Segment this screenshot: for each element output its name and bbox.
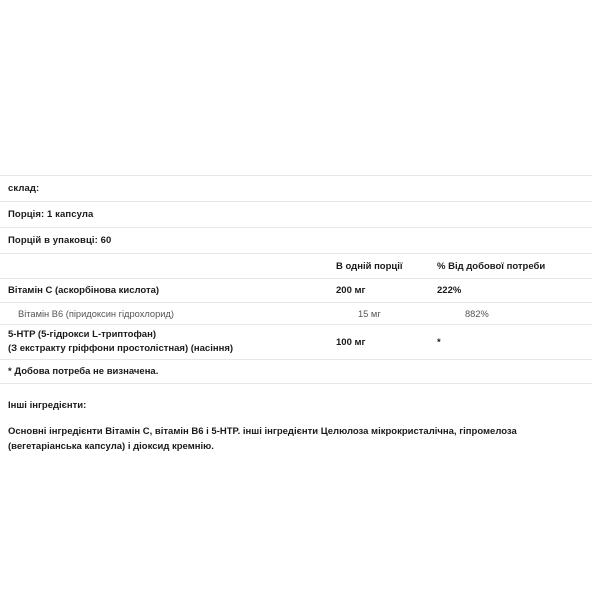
nutrient-name-5-htp [8,328,336,356]
nutrient-amount-vitamin-b6: 15 мг [358,308,381,319]
nutrient-dv-5-htp: * [437,336,441,348]
nutrient-name-5-htp-line1: 5-HTP (5-гідрокси L-триптофан) [8,329,156,341]
panel-title-label: склад: [8,183,40,194]
nutrient-dv-vitamin-b6: 882% [465,308,489,319]
column-header-daily-value: % Від добової потреби [437,260,546,272]
table-row [0,325,592,359]
daily-value-footnote-label: * Добова потреба не визначена. [8,366,159,377]
serving-size-label: Порція: 1 капсула [8,209,94,220]
table-row [0,303,592,324]
other-ingredients-heading: Інші інгредієнти: [8,400,87,411]
daily-value-footnote [0,360,592,383]
nutrient-name-5-htp-line2: (З екстракту гріффони простолістная) (насіння) [8,343,234,354]
panel-title [0,176,592,201]
other-ingredients-text: Основні інгредієнти Вітамін C, вітамін B6 і 5-HTP. інші інгредієнти Целюлоза мікрокристалічна, гіпромелоза (вегетаріанська капсула) і діоксид кремнію. [8,426,517,452]
nutrient-amount-5-htp: 100 мг [336,336,366,348]
serving-size-row [0,202,592,227]
nutrient-name-vitamin-c: Вітамін C (аскорбінова кислота) [8,285,160,296]
table-row [0,279,592,302]
servings-per-container-row [0,228,592,253]
table-header-row [0,254,592,278]
supplement-facts-panel [0,175,592,454]
column-header-amount-per-serving: В одній порції [336,260,403,272]
servings-per-container-label: Порцій в упаковці: 60 [8,235,112,246]
nutrient-dv-vitamin-c: 222% [437,285,462,296]
nutrient-name-vitamin-b6: Вітамін B6 (піридоксин гідрохлорид) [18,308,174,319]
nutrient-amount-vitamin-c: 200 мг [336,285,366,296]
